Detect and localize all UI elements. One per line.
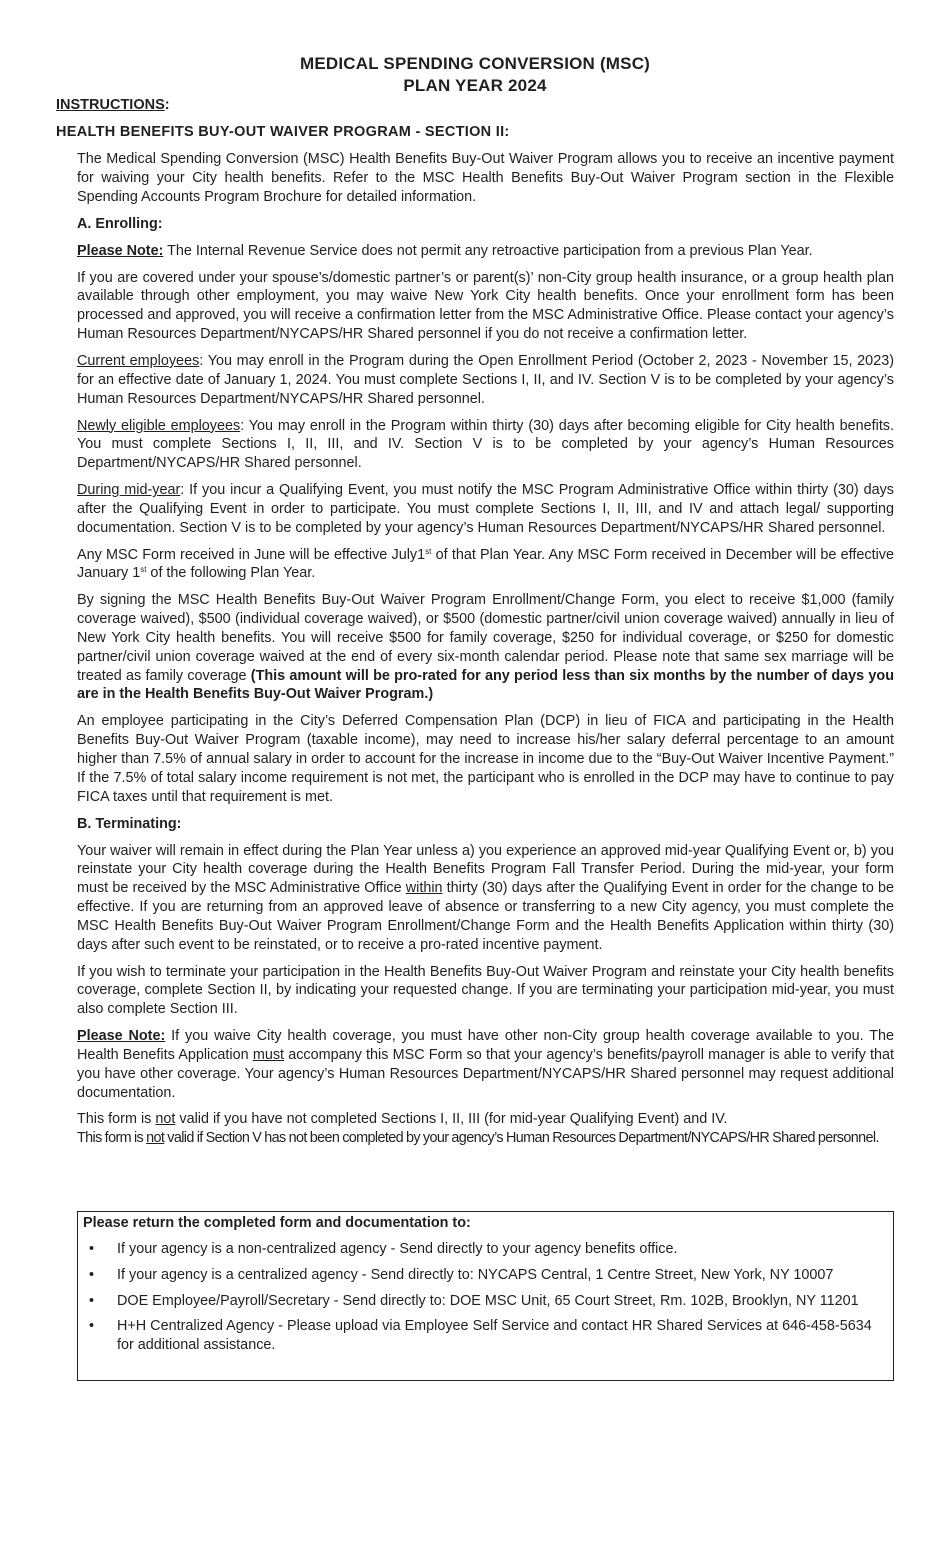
note-text-a: If you waive City health coverage, you must have other non-City group health coverage available to you. The Health Benefits Application <box>77 1028 894 1063</box>
page-title: MEDICAL SPENDING CONVERSION (MSC) <box>299 54 651 73</box>
effective-date-text-a: Any MSC Form received in June will be effective July1 <box>77 546 426 563</box>
bullet-icon: • <box>89 1292 95 1309</box>
ordinal-suffix: st <box>140 565 147 575</box>
mid-year-paragraph <box>77 481 894 537</box>
within-emphasis: within <box>405 880 443 897</box>
pro-rated-note: (This amount will be pro-rated for any period less than six months by the number of days you are in the Health Benefits Buy-Out Waiver Program.) <box>77 667 894 703</box>
section-heading: HEALTH BENEFITS BUY-OUT WAIVER PROGRAM - SECTION II: <box>56 124 510 140</box>
current-employees-text: : You may enroll in the Program during the Open Enrollment Period (October 2, 2023 - November 15, 2023) for an effective date of January 1, 2024. You must complete Sections I, II, and IV. Section V is to be completed by your agency’s Human Resources Department/NYCAPS/HR Shared personnel. <box>77 352 894 407</box>
return-box-title: Please return the completed form and documentation to: <box>83 1215 471 1231</box>
effective-date-text-c: of the following Plan Year. <box>146 565 316 582</box>
newly-eligible-label: Newly eligible employees <box>77 417 241 434</box>
validity2-text-a: This form is <box>77 1130 147 1147</box>
effective-date-text-b: of that Plan Year. Any MSC Form received in December will be effective January 1 <box>77 546 894 582</box>
current-employees-paragraph <box>77 352 894 408</box>
must-emphasis: must <box>252 1046 285 1063</box>
instructions-body <box>77 150 894 1148</box>
return-destinations-list <box>78 1240 893 1362</box>
return-item-text: If your agency is a non-centralized agency - Send directly to your agency benefits office. <box>117 1241 678 1257</box>
list-item <box>78 1317 893 1355</box>
terminate-paragraph: If you wish to terminate your participation in the Health Benefits Buy-Out Waiver Program and reinstate your City health benefits coverage, complete Section II, by indicating your requested change. If you are terminating your participation mid-year, you must also complete Section III. <box>77 963 894 1018</box>
return-instructions-box <box>77 1211 894 1381</box>
enrolling-heading: A. Enrolling: <box>77 215 163 232</box>
current-employees-label: Current employees <box>77 352 200 369</box>
please-note-label: Please Note: <box>77 242 164 259</box>
note-text: The Internal Revenue Service does not permit any retroactive participation from a previous Plan Year. <box>163 242 813 259</box>
validity-line-2 <box>77 1130 879 1146</box>
list-item <box>78 1240 893 1259</box>
newly-eligible-text: : You may enroll in the Program within thirty (30) days after becoming eligible for City health benefits. You must complete Sections I, II, III, and IV. Section V is to be completed by your agency’s Human Resources Department/NYCAPS/HR Shared personnel. <box>77 417 895 472</box>
plan-year-title: PLAN YEAR 2024 <box>403 76 547 95</box>
validity-text-a: This form is <box>77 1111 156 1128</box>
instructions-text: INSTRUCTIONS <box>56 97 165 113</box>
return-item-text: DOE Employee/Payroll/Secretary - Send directly to: DOE MSC Unit, 65 Court Street, Rm. 102B, Brooklyn, NY 11201 <box>117 1292 859 1309</box>
newly-eligible-paragraph <box>77 417 894 473</box>
list-item <box>78 1292 893 1311</box>
ordinal-suffix: st <box>425 546 432 556</box>
mid-year-text: : If you incur a Qualifying Event, you must notify the MSC Program Administrative Office within thirty (30) days after the Qualifying Event in order to participate. You must complete Sections I, II, III, and IV and attach legal/ supporting documentation. Section V is to be completed by your agency’s Human Resources Department/NYCAPS/HR Shared personnel. <box>77 482 894 536</box>
validity2-text-b: valid if Section V has not been completed by your agency’s Human Resources Department/NYCAPS/HR Shared personnel. <box>164 1130 879 1147</box>
list-item <box>78 1266 893 1285</box>
signing-text: By signing the MSC Health Benefits Buy-Out Waiver Program Enrollment/Change Form, you elect to receive $1,000 (family coverage waived), $500 (individual coverage waived), or $500 (domestic partner/civil union coverage waived) annually in lieu of New York City health benefits. You will receive $500 for family coverage, $250 for individual coverage, or $250 for domestic partner/civil union coverage waived at the end of every six-month calendar period. Please note that same sex marriage will be treated as family coverage <box>77 592 894 684</box>
validity-text-b: valid if you have not completed Sections I, II, III (for mid-year Qualifying Event) and IV. <box>175 1111 728 1128</box>
effective-date-paragraph <box>77 546 894 584</box>
bullet-icon: • <box>89 1318 95 1335</box>
terminating-note-paragraph <box>77 1027 894 1102</box>
waiver-text-a: Your waiver will remain in effect during the Plan Year unless a) you experience an approved mid-year Qualifying Event or, b) you reinstate your City health coverage during the Health Benefits Program Fall Transfer Period. During the mid-year, your form must be received by the MSC Administrative Office <box>77 842 894 897</box>
not-emphasis: not <box>146 1130 165 1147</box>
signing-paragraph <box>77 591 894 704</box>
covered-paragraph: If you are covered under your spouse’s/domestic partner’s or parent(s)’ non-City group health insurance, or a group health plan available through other employment, you may waive New York City health benefits. Once your enrollment form has been processed and approved, you will receive a confirmation letter from the MSC Administrative Office. Please contact your agency’s Human Resources Department/NYCAPS/HR Shared personnel if you do not receive a confirmation letter. <box>77 269 894 342</box>
terminating-heading: B. Terminating: <box>77 815 182 832</box>
waiver-text-b: thirty (30) days after the Qualifying Event in order for the change to be effective. If you are returning from an approved leave of absence or transferring to a new City agency, you must complete the MSC Health Benefits Buy-Out Waiver Program Enrollment/Change Form and the Health Benefits Application within thirty (30) days after such event to be reinstated, or to receive a pro-rated incentive payment. <box>77 880 894 953</box>
validity-paragraph <box>77 1110 894 1148</box>
enrolling-note-paragraph <box>77 242 894 261</box>
bullet-icon: • <box>89 1266 95 1283</box>
bullet-icon: • <box>89 1241 95 1257</box>
not-emphasis: not <box>155 1111 176 1128</box>
note-text-b: accompany this MSC Form so that your agency’s benefits/payroll manager is able to verify that you have other coverage. Your agency’s Human Resources Department/NYCAPS/HR Shared personnel may request additional documentation. <box>77 1046 894 1101</box>
instructions-colon: : <box>164 97 170 113</box>
please-note-label: Please Note: <box>77 1028 166 1045</box>
instructions-label <box>56 96 170 114</box>
return-item-text: If your agency is a centralized agency - Send directly to: NYCAPS Central, 1 Centre Street, New York, NY 10007 <box>117 1266 834 1283</box>
waiver-paragraph <box>77 842 894 955</box>
intro-paragraph: The Medical Spending Conversion (MSC) Health Benefits Buy-Out Waiver Program allows you to receive an incentive payment for waiving your City health benefits. Refer to the MSC Health Benefits Buy-Out Waiver Program section in the Flexible Spending Accounts Program Brochure for detailed information. <box>77 151 894 205</box>
mid-year-label: During mid-year <box>77 482 181 499</box>
dcp-paragraph: An employee participating in the City’s Deferred Compensation Plan (DCP) in lieu of FICA and participating in the Health Benefits Buy-Out Waiver Program (taxable income), may need to increase his/her salary deferral percentage to an amount higher than 7.5% of annual salary in order to account for the increase in income due to the “Buy-Out Waiver Incentive Payment.” If the 7.5% of total salary income requirement is not met, the participant who is enrolled in the DCP may have to continue to pay FICA taxes until that requirement is met. <box>77 713 894 805</box>
return-item-text: H+H Centralized Agency - Please upload via Employee Self Service and contact HR Shared Services at 646-458-5634 for additional assistance. <box>117 1318 872 1354</box>
